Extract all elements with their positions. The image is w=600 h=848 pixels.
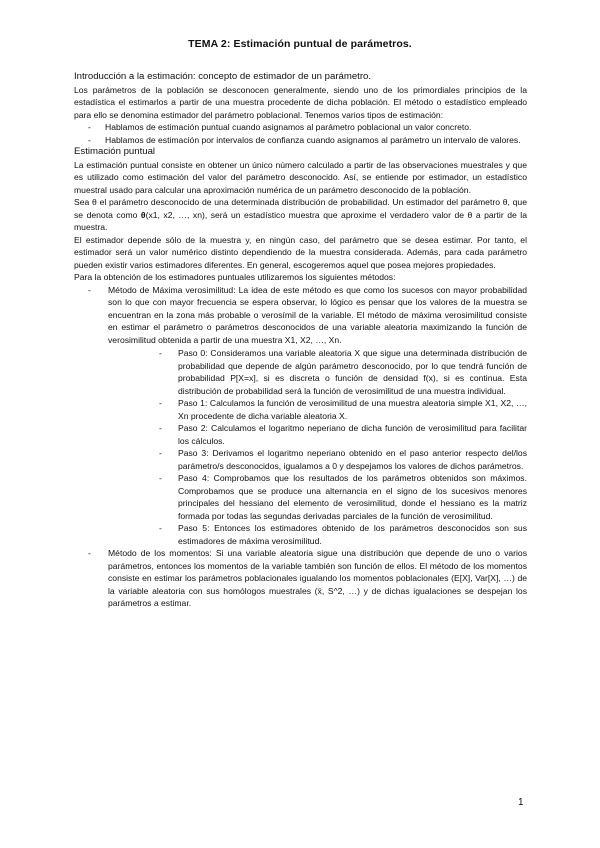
list-item: - Paso 3: Derivamos el logaritmo neperiano obtenido en el paso anterior respecto del/los parámetro/s desconocidos, igualamos a 0 y despejamos los valores de dichos parámetros. xyxy=(108,447,527,472)
list-item: - Paso 2: Calculamos el logaritmo neperiano de dicha función de verosimilitud para facilitar los cálculos. xyxy=(108,422,527,447)
para2-start: Sea θ el parámetro desconocido de una determinada distribución de probabilidad. Un estimador del parámetro θ, que se denota como xyxy=(74,197,527,220)
theta-hat-symbol: θ xyxy=(140,209,146,220)
methods-list xyxy=(74,284,527,610)
method-moments: - Método de los momentos: Si una variable aleatoria sigue una distribución que depende de uno o varios parámetros, entonces los momentos de la variable también son función de ellos. El método de los momentos consiste en estimar los parámetros poblacionales igualando los momentos poblacionales (E[X], Var[X], …) de la variable aleatoria con sus homólogos muestrales (x̄, S^2, …) y de dichas igualaciones se despejan los parámetros a estimar. xyxy=(74,547,527,610)
page-number: 1 xyxy=(518,797,524,808)
estimation-types-list xyxy=(74,121,527,146)
method-mle-text: Método de Máxima verosimilitud: La idea de este método es que como los sucesos con mayor probabilidad son lo que con mayor frecuencia se espera observar, lo lógico es pensar que los valores de la muestra se encuentran en la zona más probable o verosímil de la variable. El método de máxima verosimilitud consiste en estimar el parámetro o parámetros desconocidos de una variable aleatoria maximizando la función de verosimilitud obtenida a partir de una muestra X1, X2, …, Xn. xyxy=(108,284,527,345)
list-item: - Hablamos de estimación puntual cuando asignamos al parámetro poblacional un valor concreto. xyxy=(74,121,527,134)
intro-heading: Introducción a la estimación: concepto de estimador de un parámetro. xyxy=(74,71,372,82)
para2-end: (x1, x2, …, xn), será un estadístico muestra que aproxime el verdadero valor de θ a partir de la muestra. xyxy=(74,209,527,232)
puntual-paragraph-2 xyxy=(74,196,527,234)
puntual-paragraph-1: La estimación puntual consiste en obtener un único número calculado a partir de las observaciones muestrales y que es utilizado como estimación del valor del parámetro desconocido. Así, se entiende por estimador, un estadístico muestral usado para calcular una aproximación numérica de un parámetro desconocido de la población. xyxy=(74,159,527,195)
list-item: - Paso 0: Consideramos una variable aleatoria X que sigue una determinada distribución de probabilidad que depende de algún parámetro desconocido, por lo que tendrá función de probabilidad P[X=x], si es discreta o función de densidad f(x), si es continua. Esta distribución de probabilidad será la función de verosimilitud de una muestra individual. xyxy=(108,347,527,397)
puntual-paragraph-3: El estimador depende sólo de la muestra y, en ningún caso, del parámetro que se desea estimar. Por tanto, el estimador será un valor numérico distinto dependiendo de la muestra considerada. Además, para cada parámetro pueden existir varios estimadores diferentes. En general, escogeremos aquel que posea mejores propiedades. xyxy=(74,234,527,270)
mle-steps-list xyxy=(108,347,527,547)
document-body xyxy=(74,71,527,610)
list-item: - Paso 1: Calculamos la función de verosimilitud de una muestra aleatoria simple X1, X2, …, Xn procedente de dicha variable aleatoria X. xyxy=(108,397,527,422)
puntual-paragraph-4: Para la obtención de los estimadores puntuales utilizaremos los siguientes métodos: xyxy=(74,272,396,282)
page-title: TEMA 2: Estimación puntual de parámetros. xyxy=(188,38,412,50)
intro-paragraph: Los parámetros de la población se desconocen generalmente, siendo uno de los primordiales principios de la estadística el estimarlos a partir de una muestra procedente de dicha población. El método o estadístico empleado para ello se denomina estimador del parámetro poblacional. Tenemos varios tipos de estimación: xyxy=(74,84,527,120)
method-mle xyxy=(74,284,527,548)
list-item: - Hablamos de estimación por intervalos de confianza cuando asignamos al parámetro un intervalo de valores. xyxy=(74,134,527,147)
list-item: - Paso 4: Comprobamos que los resultados de los parámetros obtenidos son máximos. Comprobamos que se produce una alternancia en el signo de los sucesivos menores principales del hessiano del elemento de verosimilitud, donde el hessiano es la matriz formada por todas las segundas derivadas parciales de la función de verosimilitud. xyxy=(108,472,527,522)
puntual-heading: Estimación puntual xyxy=(74,146,156,157)
list-item: - Paso 5: Entonces los estimadores obtenido de los parámetros desconocidos son sus estimadores de máxima verosimilitud. xyxy=(108,522,527,547)
